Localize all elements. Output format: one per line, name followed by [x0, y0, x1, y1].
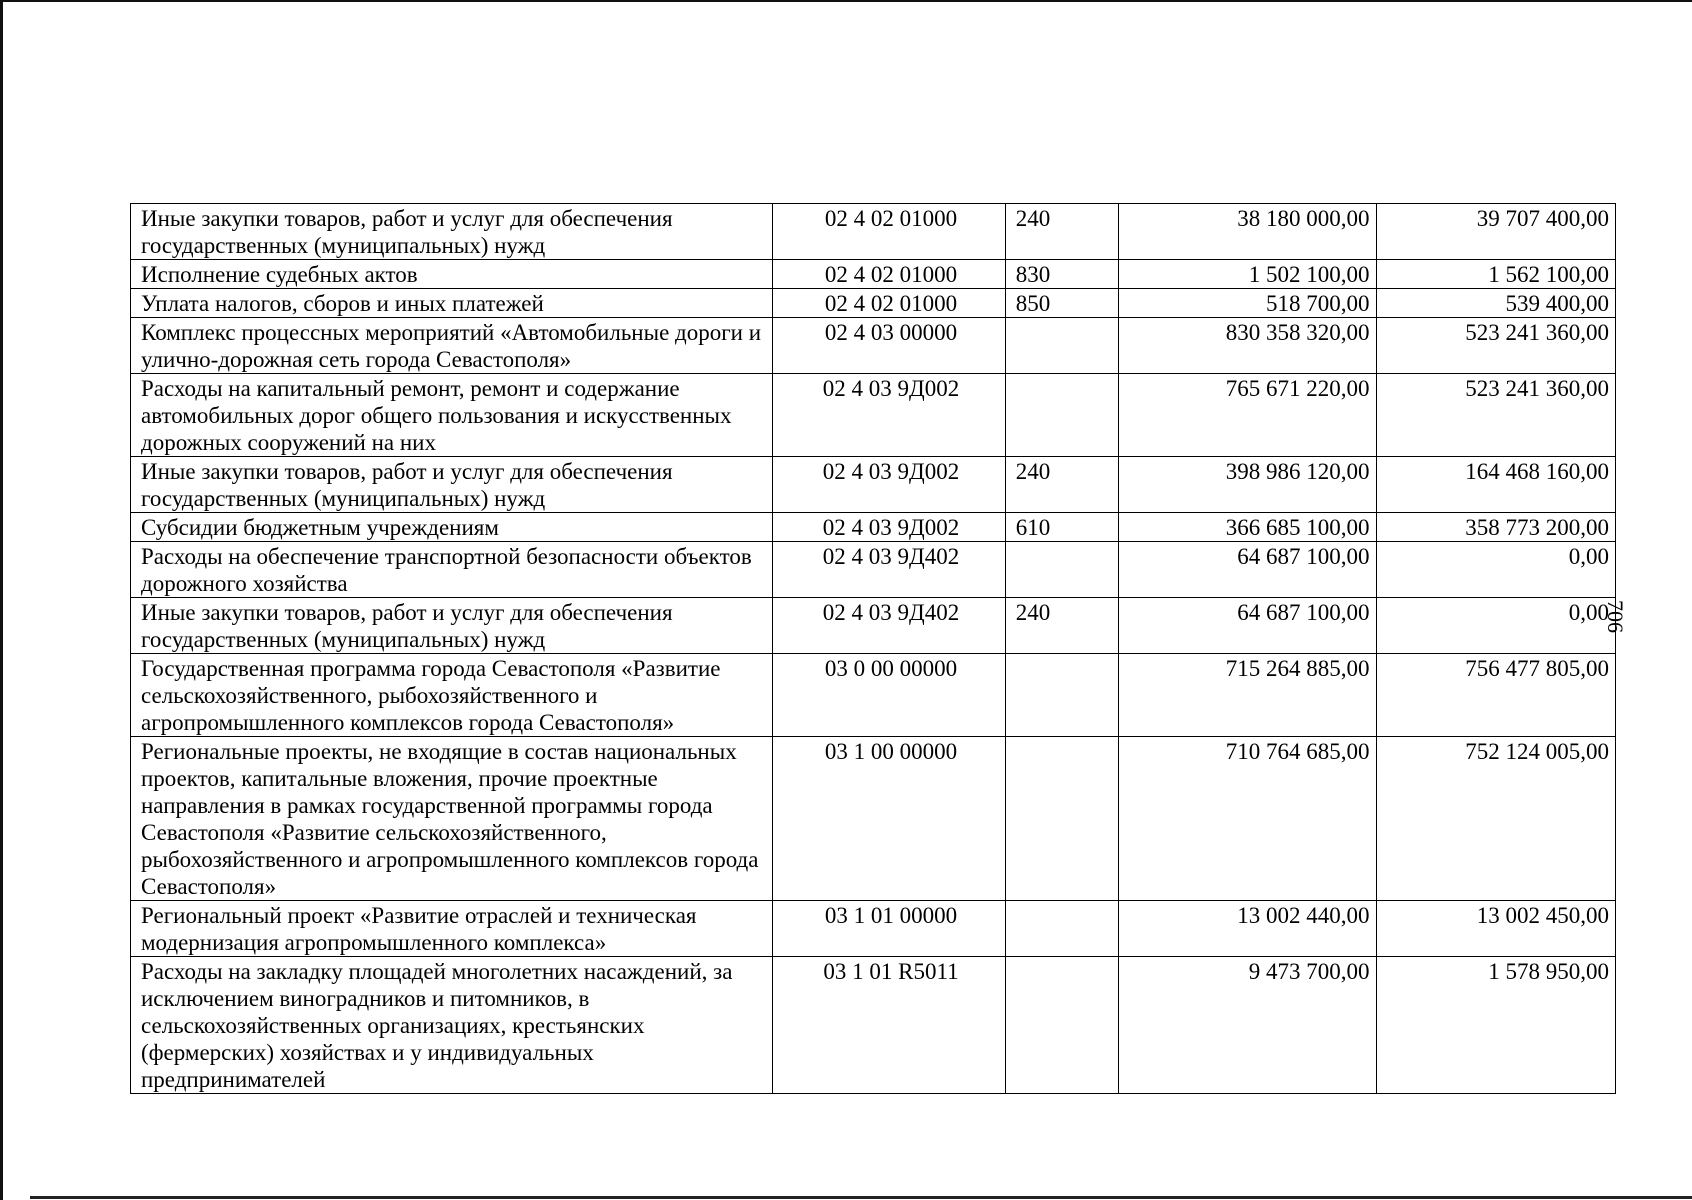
row-csr-cell: 03 1 01 R5011 — [773, 957, 1005, 1094]
row-name-cell: Государственная программа города Севастополя «Развитие сельскохозяйственного, рыбохозяйственного и агропромышленного комплексов города Севастополя» — [131, 654, 773, 737]
row-name-cell: Иные закупки товаров, работ и услуг для обеспечения государственных (муниципальных) нужд — [131, 204, 773, 260]
scan-border-top — [0, 0, 1692, 2]
row-vr-cell — [1005, 957, 1118, 1094]
row-name-cell: Региональный проект «Развитие отраслей и техническая модернизация агропромышленного комплекса» — [131, 901, 773, 957]
row-sum2-cell: 756 477 805,00 — [1376, 654, 1616, 737]
row-sum2-cell: 164 468 160,00 — [1376, 457, 1616, 513]
row-csr-cell: 03 1 00 00000 — [773, 737, 1005, 901]
row-sum2-cell: 1 562 100,00 — [1376, 260, 1616, 289]
row-csr-cell: 02 4 03 00000 — [773, 318, 1005, 374]
row-name-cell: Комплекс процессных мероприятий «Автомобильные дороги и улично-дорожная сеть города Севастополя» — [131, 318, 773, 374]
row-sum2-cell: 358 773 200,00 — [1376, 513, 1616, 542]
row-sum1-cell: 9 473 700,00 — [1118, 957, 1376, 1094]
table-row — [131, 457, 1616, 513]
row-vr-cell: 240 — [1005, 457, 1118, 513]
row-name-cell: Расходы на капитальный ремонт, ремонт и содержание автомобильных дорог общего пользования и искусственных дорожных сооружений на них — [131, 374, 773, 457]
scan-border-left — [0, 0, 3, 1200]
row-sum2-cell: 13 002 450,00 — [1376, 901, 1616, 957]
row-vr-cell — [1005, 374, 1118, 457]
row-vr-cell: 610 — [1005, 513, 1118, 542]
table-row — [131, 737, 1616, 901]
row-vr-cell — [1005, 318, 1118, 374]
row-vr-cell — [1005, 737, 1118, 901]
table-row — [131, 318, 1616, 374]
row-csr-cell: 02 4 03 9Д402 — [773, 598, 1005, 654]
table-row — [131, 598, 1616, 654]
row-vr-cell: 240 — [1005, 204, 1118, 260]
row-sum1-cell: 518 700,00 — [1118, 289, 1376, 318]
row-sum2-cell: 1 578 950,00 — [1376, 957, 1616, 1094]
row-csr-cell: 02 4 03 9Д002 — [773, 374, 1005, 457]
table-row — [131, 654, 1616, 737]
row-csr-cell: 02 4 02 01000 — [773, 204, 1005, 260]
row-sum2-cell: 39 707 400,00 — [1376, 204, 1616, 260]
table-row — [131, 513, 1616, 542]
row-sum1-cell: 715 264 885,00 — [1118, 654, 1376, 737]
row-csr-cell: 02 4 03 9Д002 — [773, 513, 1005, 542]
page-number: 706 — [1603, 600, 1628, 633]
row-sum1-cell: 765 671 220,00 — [1118, 374, 1376, 457]
row-sum1-cell: 1 502 100,00 — [1118, 260, 1376, 289]
table-row — [131, 957, 1616, 1094]
row-sum2-cell: 0,00 — [1376, 598, 1616, 654]
row-name-cell: Региональные проекты, не входящие в состав национальных проектов, капитальные вложения, прочие проектные направления в рамках государственной программы города Севастополя «Развитие сельскохозяйственного, рыбохозяйственного и агропромышленного комплексов города Севастополя» — [131, 737, 773, 901]
scan-border-bottom — [30, 1196, 1692, 1199]
row-name-cell: Уплата налогов, сборов и иных платежей — [131, 289, 773, 318]
row-sum2-cell: 523 241 360,00 — [1376, 318, 1616, 374]
row-vr-cell — [1005, 542, 1118, 598]
row-sum2-cell: 539 400,00 — [1376, 289, 1616, 318]
row-csr-cell: 03 0 00 00000 — [773, 654, 1005, 737]
table-row — [131, 901, 1616, 957]
table-row — [131, 374, 1616, 457]
row-sum1-cell: 38 180 000,00 — [1118, 204, 1376, 260]
row-sum2-cell: 752 124 005,00 — [1376, 737, 1616, 901]
budget-table-body — [131, 204, 1616, 1094]
row-vr-cell: 830 — [1005, 260, 1118, 289]
row-name-cell: Расходы на обеспечение транспортной безопасности объектов дорожного хозяйства — [131, 542, 773, 598]
row-vr-cell: 850 — [1005, 289, 1118, 318]
row-sum1-cell: 830 358 320,00 — [1118, 318, 1376, 374]
row-csr-cell: 03 1 01 00000 — [773, 901, 1005, 957]
row-name-cell: Исполнение судебных актов — [131, 260, 773, 289]
row-csr-cell: 02 4 03 9Д002 — [773, 457, 1005, 513]
row-sum1-cell: 366 685 100,00 — [1118, 513, 1376, 542]
table-row — [131, 204, 1616, 260]
row-sum1-cell: 64 687 100,00 — [1118, 542, 1376, 598]
row-vr-cell: 240 — [1005, 598, 1118, 654]
row-csr-cell: 02 4 02 01000 — [773, 289, 1005, 318]
row-sum1-cell: 710 764 685,00 — [1118, 737, 1376, 901]
row-csr-cell: 02 4 02 01000 — [773, 260, 1005, 289]
row-name-cell: Иные закупки товаров, работ и услуг для обеспечения государственных (муниципальных) нужд — [131, 598, 773, 654]
row-csr-cell: 02 4 03 9Д402 — [773, 542, 1005, 598]
row-name-cell: Субсидии бюджетным учреждениям — [131, 513, 773, 542]
row-vr-cell — [1005, 901, 1118, 957]
table-row — [131, 542, 1616, 598]
row-sum1-cell: 64 687 100,00 — [1118, 598, 1376, 654]
row-sum2-cell: 523 241 360,00 — [1376, 374, 1616, 457]
table-row — [131, 289, 1616, 318]
row-sum2-cell: 0,00 — [1376, 542, 1616, 598]
row-name-cell: Расходы на закладку площадей многолетних насаждений, за исключением виноградников и питомников, в сельскохозяйственных организациях, крестьянских (фермерских) хозяйствах и у индивидуальных предпринимателей — [131, 957, 773, 1094]
table-row — [131, 260, 1616, 289]
row-sum1-cell: 13 002 440,00 — [1118, 901, 1376, 957]
row-name-cell: Иные закупки товаров, работ и услуг для обеспечения государственных (муниципальных) нужд — [131, 457, 773, 513]
row-sum1-cell: 398 986 120,00 — [1118, 457, 1376, 513]
budget-table — [130, 203, 1616, 1094]
row-vr-cell — [1005, 654, 1118, 737]
